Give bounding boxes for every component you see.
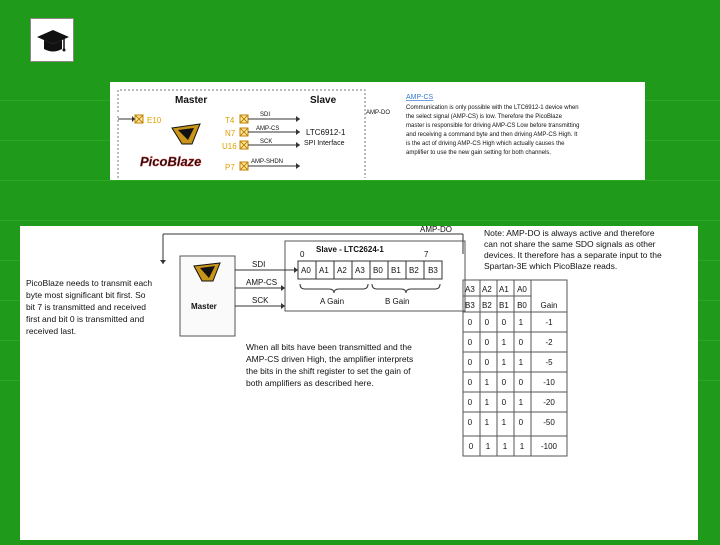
register-cell: A1 xyxy=(318,266,329,275)
gain-row: 0 0 1 1 -5 xyxy=(467,358,553,367)
pin-n7 xyxy=(225,128,248,138)
gain-row xyxy=(463,436,567,456)
graduation-cap-icon xyxy=(30,18,74,62)
gain-table xyxy=(463,280,567,436)
a-gain-label: A Gain xyxy=(320,297,345,306)
register-cell: B0 xyxy=(372,266,383,275)
chip-subtitle: SPI Interface xyxy=(304,140,345,147)
sig-amp-cs: AMP-CS xyxy=(246,278,278,287)
svg-text:0111-100: 0 1 1 1 -100 xyxy=(468,442,558,451)
gain-row: 0 1 0 0 -10 xyxy=(467,378,555,387)
register-cell: A0 xyxy=(300,266,311,275)
register-cell: A3 xyxy=(354,266,365,275)
svg-text:P7: P7 xyxy=(225,163,235,172)
gain-row: 0 0 1 0 -2 xyxy=(467,338,553,347)
master-label: Master xyxy=(175,95,208,106)
register-cell: B2 xyxy=(408,266,419,275)
note-body: Communication is only possible with the LTC6912-1 device when the select signal (AMP-CS) is low. Therefore the PicoBlaze master is responsible for driving AMP-CS Low before transmitting and receiving a command byte and then driving AMP-CS High. It is the act of driving AMP-CS High which actually causes the amplifier to use the new gain setting for both channels. xyxy=(406,105,580,156)
sig-sdi: SDI xyxy=(260,112,271,118)
gain-interpret-text: When all bits have been transmitted and the AMP-CS driven High, the amplifier interprets the bits in the shift register to set the gain of both amplifiers as described here. xyxy=(246,342,414,388)
gain-setting-diagram xyxy=(20,226,698,540)
shift-register xyxy=(298,261,442,279)
xilinx-logo xyxy=(172,124,200,144)
sig-sck: SCK xyxy=(260,139,273,145)
picoblaze-logo: PicoBlaze xyxy=(140,154,202,169)
note-title: AMP-CS xyxy=(406,94,434,101)
chip-name: LTC6912-1 xyxy=(306,128,346,137)
sig-amp-shdn: AMP-SHDN xyxy=(251,159,284,165)
slave-title: Slave - LTC2624-1 xyxy=(316,245,384,254)
amp-do-note: Note: AMP-DO is always active and therefore can not share the same SDO signals as other devices. It therefore has a separate input to the Spartan-3E which PicoBlaze reads. xyxy=(484,228,662,271)
svg-text:U16: U16 xyxy=(222,142,237,151)
master-label: Master xyxy=(191,302,217,311)
gain-header: Gain xyxy=(540,301,558,310)
gain-row: 0 0 0 1 -1 xyxy=(467,318,553,327)
pin-p7 xyxy=(225,162,248,172)
bit-first-label: 0 xyxy=(300,250,305,259)
gain-table-header-a: A3 A2 A1 A0 xyxy=(464,285,527,294)
gain-table-header-b: B3 B2 B1 B0 xyxy=(464,301,527,310)
svg-text:T4: T4 xyxy=(225,116,235,125)
sig-sdi: SDI xyxy=(252,260,266,269)
gain-row: 0 1 0 1 -20 xyxy=(467,398,555,407)
gain-row: 0 1 1 0 -50 xyxy=(467,418,555,427)
svg-text:N7: N7 xyxy=(225,129,236,138)
pin-t4 xyxy=(225,115,248,125)
register-cell: A2 xyxy=(336,266,347,275)
amp-do-label: AMP-DO xyxy=(420,226,452,234)
bit-last-label: 7 xyxy=(424,250,429,259)
pin-u16 xyxy=(222,141,248,151)
sig-amp-do: AMP-DO xyxy=(366,110,390,116)
pin-e10: E10 xyxy=(147,116,162,125)
b-gain-label: B Gain xyxy=(385,297,410,306)
slave-label: Slave xyxy=(310,95,337,106)
register-cell: B3 xyxy=(428,266,438,275)
sig-sck: SCK xyxy=(252,296,269,305)
msb-first-text: PicoBlaze needs to transmit each byte most significant bit first. So bit 7 is transmitted and received first and bit 0 is transmitted and received last. xyxy=(26,278,153,336)
register-cell: B1 xyxy=(390,266,401,275)
sig-amp-cs: AMP-CS xyxy=(256,126,280,132)
amp-cs-diagram xyxy=(110,82,645,180)
